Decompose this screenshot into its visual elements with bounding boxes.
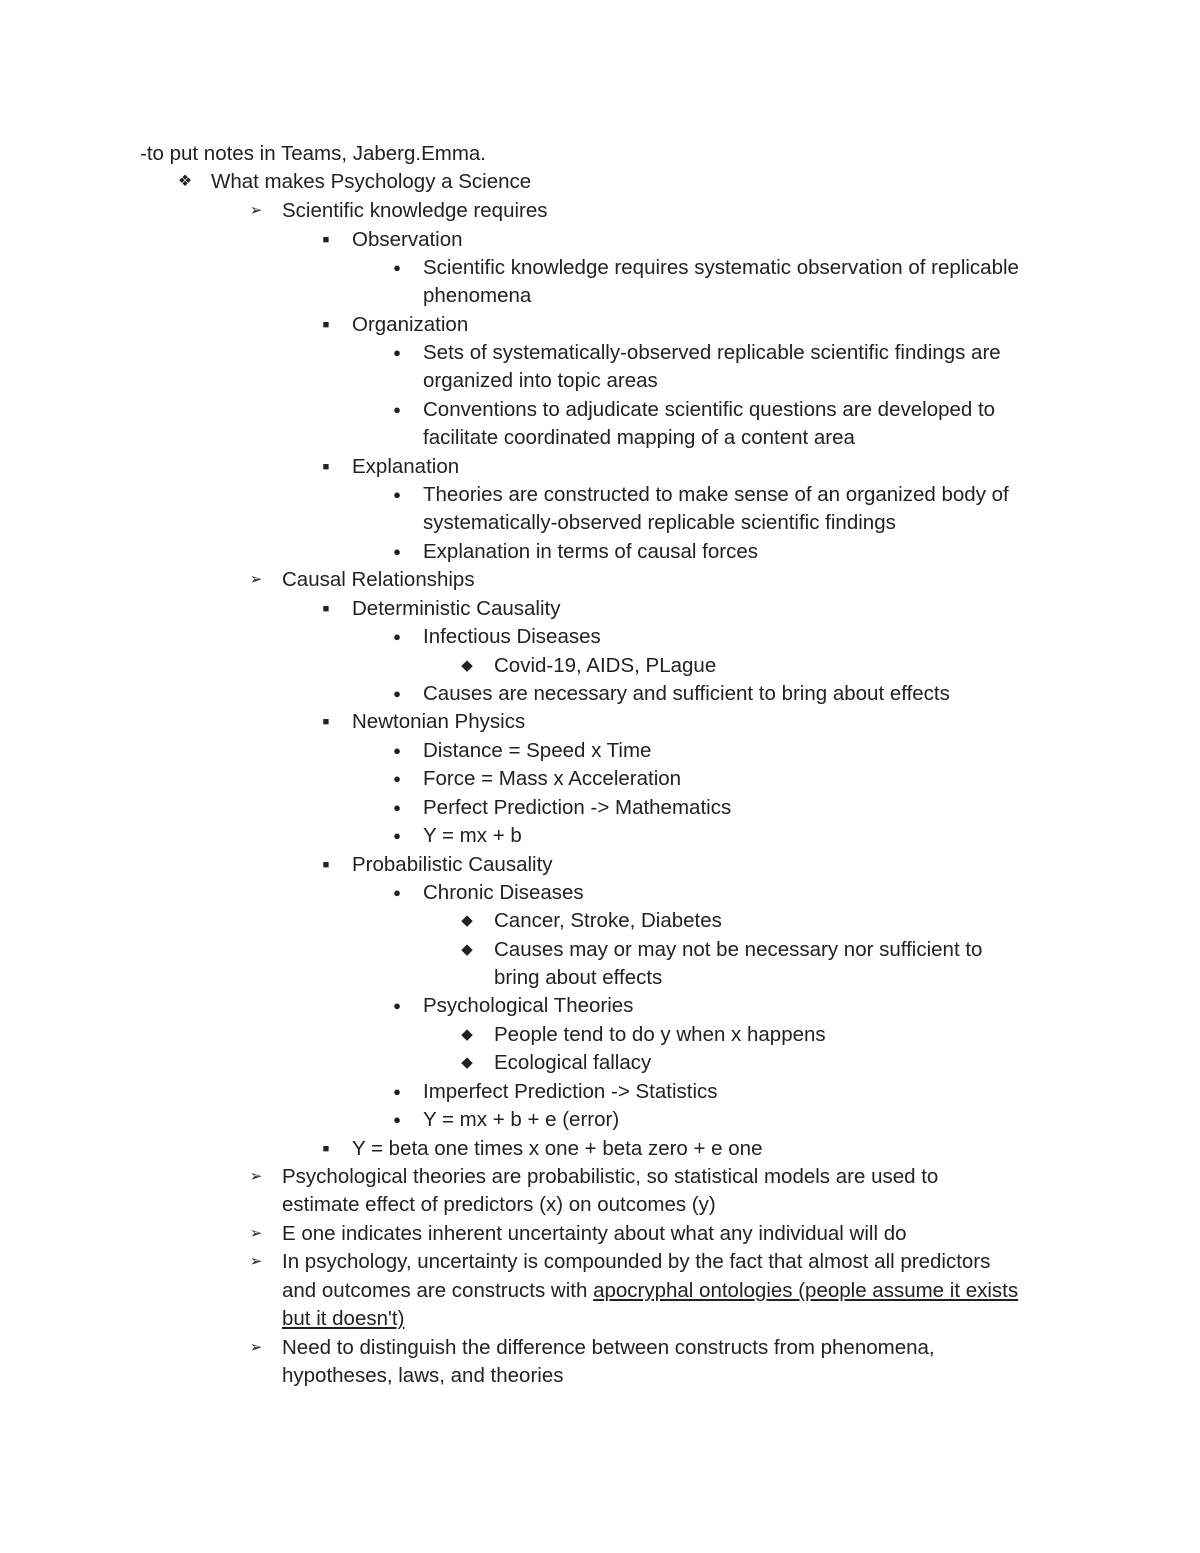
outline-text: Cancer, Stroke, Diabetes <box>494 909 722 932</box>
outline-text: Scientific knowledge requires <box>282 199 548 222</box>
outline-line <box>0 708 1200 736</box>
outline-line-text <box>423 481 1009 509</box>
fleuron-bullet-icon: ❖ <box>177 173 193 190</box>
outline-text: Infectious Diseases <box>423 625 601 648</box>
outline-line-text <box>282 566 475 594</box>
dot-bullet-icon: ● <box>393 260 401 275</box>
outline-line <box>0 197 1200 225</box>
outline-line <box>0 1021 1200 1049</box>
outline-text: Y = beta one times x one + beta zero + e one <box>352 1137 763 1160</box>
outline-line-text <box>494 1021 826 1049</box>
outline-line-text <box>423 822 522 850</box>
outline-line-text <box>282 1277 1018 1305</box>
outline-line-text <box>423 794 731 822</box>
outline-text: systematically-observed replicable scientific findings <box>423 511 896 534</box>
outline-line <box>0 680 1200 708</box>
outline-line <box>0 1163 1200 1191</box>
outline-line-text <box>423 424 855 452</box>
outline-text: Causal Relationships <box>282 568 475 591</box>
arrow-bullet-icon: ➢ <box>249 202 263 219</box>
outline-line <box>0 509 1200 537</box>
outline-line-text <box>282 1334 935 1362</box>
outline-line <box>0 168 1200 196</box>
outline-line <box>0 879 1200 907</box>
outline-text: Scientific knowledge requires systematic observation of replicable <box>423 256 1019 279</box>
outline-text: Chronic Diseases <box>423 881 584 904</box>
header-note-line <box>0 140 1200 168</box>
arrow-bullet-icon: ➢ <box>249 1225 263 1242</box>
outline-line-text <box>423 396 995 424</box>
outline-line-text <box>352 595 560 623</box>
outline-line <box>0 1248 1200 1276</box>
outline-text: phenomena <box>423 284 532 307</box>
outline-text: Perfect Prediction -> Mathematics <box>423 796 732 819</box>
outline-text: Causes may or may not be necessary nor sufficient to <box>494 938 983 961</box>
outline-line <box>0 311 1200 339</box>
square-bullet-icon: ■ <box>322 319 330 331</box>
arrow-bullet-icon: ➢ <box>249 1168 263 1185</box>
outline-line <box>0 623 1200 651</box>
outline-text: bring about effects <box>494 966 663 989</box>
dot-bullet-icon: ● <box>393 345 401 360</box>
dot-bullet-icon: ● <box>393 998 401 1013</box>
outline-line-text <box>211 168 531 196</box>
outline-line-text <box>423 367 658 395</box>
outline-line <box>0 1191 1200 1219</box>
outline-text: What makes Psychology a Science <box>211 170 532 193</box>
outline-line <box>0 765 1200 793</box>
outline-line-text <box>282 1163 938 1191</box>
dot-bullet-icon: ● <box>393 544 401 559</box>
outline-line-text <box>423 879 584 907</box>
outline-text: Force = Mass x Acceleration <box>423 767 682 790</box>
outline-line <box>0 254 1200 282</box>
outline-line-text <box>494 907 722 935</box>
outline-text: facilitate coordinated mapping of a content area <box>423 426 855 449</box>
outline-line <box>0 282 1200 310</box>
outline-line-text <box>423 538 758 566</box>
dot-bullet-icon: ● <box>393 487 401 502</box>
outline-text: Covid-19, AIDS, PLague <box>494 654 717 677</box>
outline-line-text <box>494 964 662 992</box>
outline-text: Theories are constructed to make sense of an organized body of <box>423 483 1009 506</box>
outline-line <box>0 1106 1200 1134</box>
outline-line-text <box>423 992 633 1020</box>
outline-text: Ecological fallacy <box>494 1051 652 1074</box>
outline-text: Psychological theories are probabilistic, so statistical models are used to <box>282 1165 939 1188</box>
dot-bullet-icon: ● <box>393 1084 401 1099</box>
outline-line-text <box>423 1078 718 1106</box>
underlined-text: apocryphal ontologies (people assume it exists <box>593 1279 1019 1302</box>
square-bullet-icon: ■ <box>322 461 330 473</box>
outline-line-text <box>352 311 468 339</box>
outline-text: and outcomes are constructs with <box>282 1279 594 1302</box>
outline-line <box>0 992 1200 1020</box>
outline-line-text <box>352 453 459 481</box>
dot-bullet-icon: ● <box>393 828 401 843</box>
outline-text: In psychology, uncertainty is compounded by the fact that almost all predictors <box>282 1250 991 1273</box>
outline-text: Organization <box>352 313 469 336</box>
dot-bullet-icon: ● <box>393 402 401 417</box>
outline-line <box>0 424 1200 452</box>
outline-line-text <box>282 1191 716 1219</box>
square-bullet-icon: ■ <box>322 603 330 615</box>
outline-line <box>0 1078 1200 1106</box>
outline-text: Deterministic Causality <box>352 597 561 620</box>
outline-line <box>0 794 1200 822</box>
dot-bullet-icon: ● <box>393 686 401 701</box>
outline-line-text <box>423 623 601 651</box>
square-bullet-icon: ■ <box>322 716 330 728</box>
outline-text: Probabilistic Causality <box>352 853 553 876</box>
outline-line <box>0 1277 1200 1305</box>
square-bullet-icon: ■ <box>322 234 330 246</box>
outline-text: Need to distinguish the difference between constructs from phenomena, <box>282 1336 935 1359</box>
square-bullet-icon: ■ <box>322 1143 330 1155</box>
outline-line <box>0 1362 1200 1390</box>
outline-line <box>0 964 1200 992</box>
outline-text: Y = mx + b <box>423 824 522 847</box>
outline-text: Explanation <box>352 455 460 478</box>
outline-text: Causes are necessary and sufficient to bring about effects <box>423 682 950 705</box>
outline-text: Explanation in terms of causal forces <box>423 540 758 563</box>
outline-text: Imperfect Prediction -> Statistics <box>423 1080 718 1103</box>
arrow-bullet-icon: ➢ <box>249 571 263 588</box>
outline-line-text <box>282 1220 907 1248</box>
dot-bullet-icon: ● <box>393 1112 401 1127</box>
outline-text: estimate effect of predictors (x) on outcomes (y) <box>282 1193 716 1216</box>
outline-line-text <box>352 851 553 879</box>
dot-bullet-icon: ● <box>393 771 401 786</box>
outline-line-text <box>494 936 982 964</box>
outline-line-text <box>423 737 651 765</box>
outline-text: hypotheses, laws, and theories <box>282 1364 564 1387</box>
outline-text: Observation <box>352 228 463 251</box>
square-bullet-icon: ■ <box>322 859 330 871</box>
outline-line <box>0 1305 1200 1333</box>
arrow-bullet-icon: ➢ <box>249 1339 263 1356</box>
outline-line <box>0 1135 1200 1163</box>
underlined-text: but it doesn't) <box>282 1307 405 1330</box>
dot-bullet-icon: ● <box>393 743 401 758</box>
dot-bullet-icon: ● <box>393 885 401 900</box>
diamond-bullet-icon: ◆ <box>461 912 473 929</box>
outline-line <box>0 367 1200 395</box>
diamond-bullet-icon: ◆ <box>461 657 473 674</box>
outline-line <box>0 538 1200 566</box>
outline-line-text <box>423 765 681 793</box>
diamond-bullet-icon: ◆ <box>461 941 473 958</box>
outline-line <box>0 453 1200 481</box>
outline-line-text <box>282 1248 990 1276</box>
outline-line <box>0 1049 1200 1077</box>
outline-text: E one indicates inherent uncertainty about what any individual will do <box>282 1222 907 1245</box>
diamond-bullet-icon: ◆ <box>461 1026 473 1043</box>
outline-line <box>0 936 1200 964</box>
outline-line <box>0 907 1200 935</box>
outline-line-text <box>282 1362 563 1390</box>
outline-line-text <box>423 254 1019 282</box>
outline-text: Y = mx + b + e (error) <box>423 1108 620 1131</box>
outline-text: Sets of systematically-observed replicable scientific findings are <box>423 341 1001 364</box>
outline-line <box>0 339 1200 367</box>
outline-line <box>0 396 1200 424</box>
outline-line-text <box>423 1106 619 1134</box>
outline-line-text <box>423 282 531 310</box>
outline-line <box>0 851 1200 879</box>
outline-line-text <box>423 339 1001 367</box>
outline-line-text <box>423 680 950 708</box>
outline-line <box>0 481 1200 509</box>
outline-line <box>0 595 1200 623</box>
outline-line-text <box>282 1305 404 1333</box>
dot-bullet-icon: ● <box>393 800 401 815</box>
outline-text: Newtonian Physics <box>352 710 526 733</box>
outline-line-text <box>494 1049 651 1077</box>
header-note: -to put notes in Teams, Jaberg.Emma. <box>140 142 487 165</box>
outline-text: People tend to do y when x happens <box>494 1023 826 1046</box>
dot-bullet-icon: ● <box>393 629 401 644</box>
outline-text: organized into topic areas <box>423 369 658 392</box>
outline-text: Distance = Speed x Time <box>423 739 652 762</box>
outline-line-text <box>494 652 716 680</box>
outline-line-text <box>423 509 896 537</box>
outline-line <box>0 226 1200 254</box>
outline-line-text <box>352 1135 762 1163</box>
outline-line <box>0 652 1200 680</box>
outline-line <box>0 1334 1200 1362</box>
outline-line <box>0 822 1200 850</box>
outline-line <box>0 1220 1200 1248</box>
outline-line-text <box>352 226 463 254</box>
outline-line-text <box>282 197 548 225</box>
outline-line-text <box>352 708 525 736</box>
outline-text: Conventions to adjudicate scientific questions are developed to <box>423 398 996 421</box>
outline-line <box>0 737 1200 765</box>
outline-line <box>0 566 1200 594</box>
arrow-bullet-icon: ➢ <box>249 1253 263 1270</box>
diamond-bullet-icon: ◆ <box>461 1054 473 1071</box>
outline-text: Psychological Theories <box>423 994 634 1017</box>
